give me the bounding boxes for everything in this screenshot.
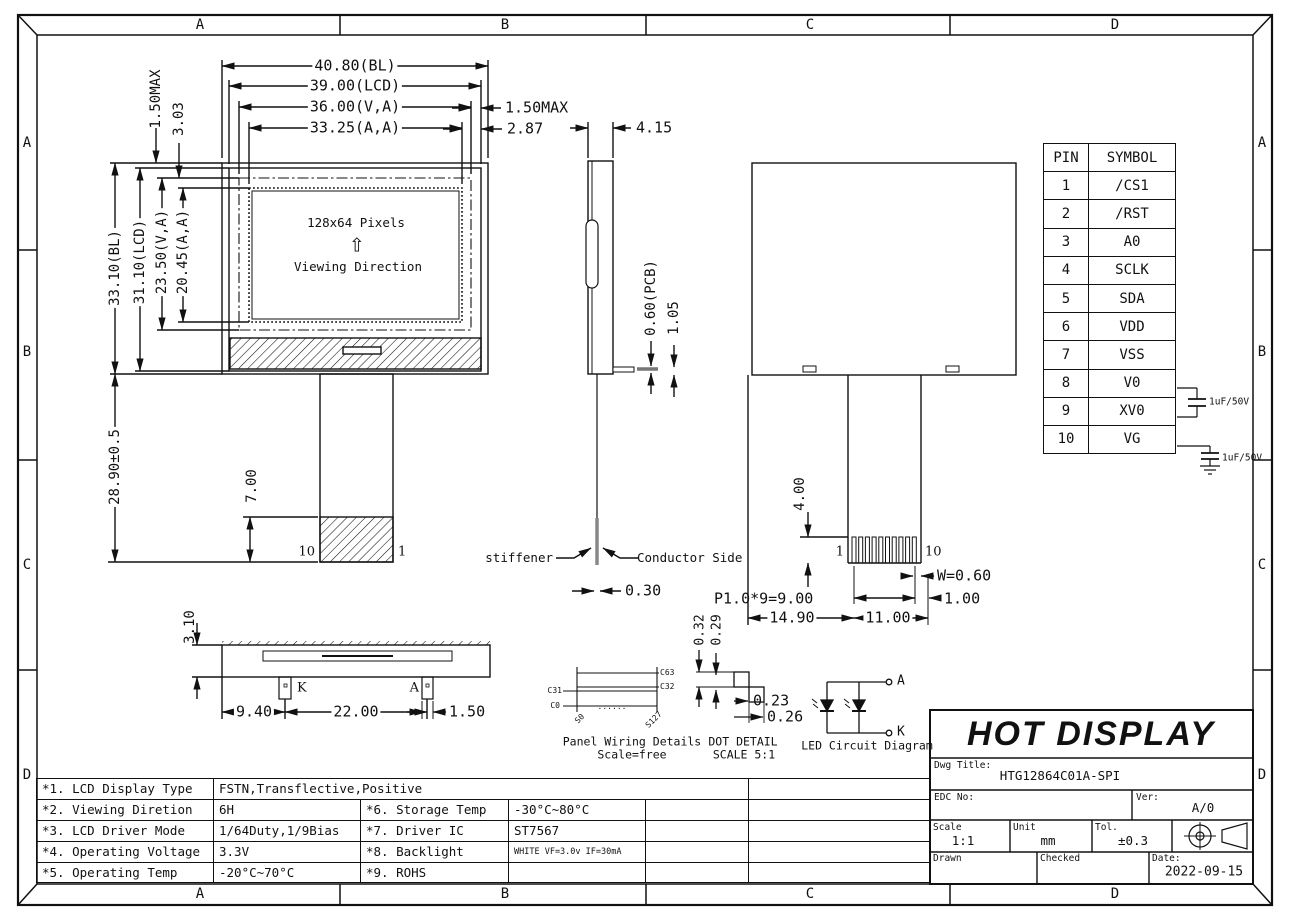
anode-pin-label: A: [409, 680, 419, 696]
dim-total-height: 28.90±0.5: [107, 429, 123, 505]
cathode-pin-label: K: [297, 680, 307, 696]
spec-label: *1. LCD Display Type: [37, 779, 214, 800]
spec-value: ST7567: [509, 820, 646, 841]
dim-lcd-width: 39.00(LCD): [309, 76, 401, 95]
capacitor1-label: 1uF/50V: [1209, 396, 1250, 408]
dim-d1: 14.90: [769, 608, 815, 627]
dot-dim-v2: 0.29: [709, 614, 725, 646]
zone-right-a: A: [1257, 135, 1267, 151]
wiring-s0-label: S0: [573, 712, 587, 726]
dim-fpc-thickness: 0.30: [625, 581, 662, 600]
dim-right-gap2: 2.87: [507, 119, 544, 138]
zone-right-b: B: [1257, 344, 1267, 360]
spec-empty: [749, 779, 931, 800]
dot-detail-linework: [696, 650, 764, 723]
dot-dim-h1: 0.23: [753, 691, 790, 710]
dim-bottom-d3: 1.50: [449, 702, 486, 721]
spec-value: 1/64Duty,1/9Bias: [214, 820, 361, 841]
pin-symbol: SCLK: [1089, 256, 1176, 284]
pin-symbol: VG: [1089, 425, 1176, 453]
pin-number: 3: [1044, 228, 1089, 256]
spec-label: *4. Operating Voltage: [37, 841, 214, 862]
dim-side-thickness: 4.15: [636, 118, 673, 137]
wiring-c31-label: C31: [547, 686, 562, 695]
spec-empty: [646, 841, 749, 862]
spec-label: *7. Driver IC: [361, 820, 509, 841]
led-cathode-label: K: [897, 724, 905, 740]
wiring-c0-label: C0: [550, 701, 560, 710]
spec-value: [509, 862, 646, 883]
spec-empty: [749, 820, 931, 841]
dot-detail-scale: SCALE 5:1: [712, 747, 776, 762]
scale-value: 1:1: [951, 832, 975, 848]
dot-dim-h2: 0.26: [767, 707, 804, 726]
led-anode-label: A: [897, 673, 905, 689]
back-pin10-label: 10: [925, 544, 942, 560]
spec-label: *9. ROHS: [361, 862, 509, 883]
tol-value: ±0.3: [1117, 832, 1149, 848]
drawn-label: Drawn: [933, 853, 962, 864]
pin-number: 1: [1044, 172, 1089, 200]
spec-label: *5. Operating Temp: [37, 862, 214, 883]
dim-bottom-d2: 22.00: [333, 702, 379, 721]
company-logo-text: HOT DISPLAY: [966, 715, 1216, 753]
panel-wiring-scale: Scale=free: [597, 747, 667, 762]
front-tail-pin10: 10: [298, 544, 315, 560]
scale-label: Scale: [933, 822, 962, 833]
spec-label: *3. LCD Driver Mode: [37, 820, 214, 841]
tol-label: Tol.: [1095, 822, 1118, 833]
spec-value: -30°C~80°C: [509, 799, 646, 820]
checked-label: Checked: [1040, 853, 1081, 864]
dot-dim-v1: 0.32: [692, 614, 708, 646]
zone-left-b: B: [22, 344, 32, 360]
spec-empty: [749, 862, 931, 883]
pin-symbol: SDA: [1089, 284, 1176, 312]
zone-top-c: C: [805, 17, 815, 33]
dim-bl-height: 33.10(BL): [107, 230, 123, 306]
spec-value: 3.3V: [214, 841, 361, 862]
capacitor2-label: 1uF/50V: [1222, 452, 1263, 464]
spec-value: FSTN,Transflective,Positive: [214, 779, 749, 800]
back-pin1-label: 1: [835, 544, 844, 560]
dim-aa-height: 20.45(A,A): [175, 209, 191, 295]
pin-number: 8: [1044, 369, 1089, 397]
led-circuit-caption: LED Circuit Diagram: [801, 738, 933, 753]
front-tail-pin1: 1: [398, 544, 407, 560]
dim-one: 1.00: [944, 589, 981, 608]
version-label: Ver:: [1136, 792, 1159, 803]
dim-pcb: 0.60(PCB): [643, 260, 659, 336]
pin-header: PIN: [1044, 144, 1089, 172]
dim-aa-width: 33.25(A,A): [309, 118, 401, 137]
zone-top-a: A: [195, 17, 205, 33]
pin-symbol: A0: [1089, 228, 1176, 256]
back-view-linework: [748, 163, 1016, 625]
dot-detail-caption: DOT DETAIL: [708, 734, 778, 749]
unit-value: mm: [1040, 832, 1056, 848]
dim-tail-hatch: 7.00: [244, 469, 260, 503]
spec-label: *8. Backlight: [361, 841, 509, 862]
spec-label: *6. Storage Temp: [361, 799, 509, 820]
pin-symbol: XV0: [1089, 397, 1176, 425]
dim-va-width: 36.00(V,A): [309, 97, 401, 116]
front-view-linework: [108, 56, 502, 562]
zone-right-d: D: [1257, 767, 1267, 783]
dim-pin-pitch: P1.0*9=9.00: [714, 589, 814, 608]
viewing-direction-text: Viewing Direction: [294, 258, 422, 274]
dim-top-gap2: 3.03: [171, 102, 187, 136]
spec-empty: [749, 799, 931, 820]
zone-top-b: B: [500, 17, 510, 33]
zone-bottom-c: C: [805, 886, 815, 902]
pin-number: 5: [1044, 284, 1089, 312]
zone-bottom-d: D: [1110, 886, 1120, 902]
dim-bottom-height: 3.10: [182, 610, 198, 644]
dim-lcd-height: 31.10(LCD): [132, 219, 148, 305]
zone-top-d: D: [1110, 17, 1120, 33]
zone-bottom-b: B: [500, 886, 510, 902]
pin-number: 9: [1044, 397, 1089, 425]
zone-left-d: D: [22, 767, 32, 783]
wiring-c32-label: C32: [660, 682, 675, 691]
pin-symbol: VSS: [1089, 341, 1176, 369]
dim-pcb-total: 1.05: [666, 301, 682, 335]
pin-number: 4: [1044, 256, 1089, 284]
dwg-title-label: Dwg Title:: [934, 760, 992, 771]
dim-pin-width: W=0.60: [937, 566, 992, 585]
panel-wiring-caption: Panel Wiring Details: [562, 734, 702, 749]
stiffener-label: stiffener: [485, 549, 553, 565]
pin-number: 2: [1044, 200, 1089, 228]
wiring-s127-label: S127: [643, 709, 664, 730]
date-value: 2022-09-15: [1164, 864, 1244, 880]
display-pixels-text: 128x64 Pixels: [307, 214, 405, 230]
wiring-dots: ......: [597, 702, 627, 711]
dim-va-height: 23.50(V,A): [154, 209, 170, 295]
spec-empty: [646, 799, 749, 820]
dim-pin-height: 4.00: [792, 477, 808, 511]
viewing-direction-arrow-icon: ⇧: [349, 234, 365, 257]
pin-table: [1043, 143, 1176, 454]
pin-number: 10: [1044, 425, 1089, 453]
spec-empty: [646, 862, 749, 883]
zone-left-a: A: [22, 135, 32, 151]
spec-label: *2. Viewing Diretion: [37, 799, 214, 820]
dim-bottom-d1: 9.40: [235, 702, 273, 721]
spec-value: 6H: [214, 799, 361, 820]
zone-right-c: C: [1257, 557, 1267, 573]
led-circuit-linework: [812, 679, 892, 736]
zone-bottom-a: A: [195, 886, 205, 902]
dim-bl-width: 40.80(BL): [314, 56, 396, 75]
pin-number: 6: [1044, 313, 1089, 341]
symbol-header: SYMBOL: [1089, 144, 1176, 172]
pin-symbol: /RST: [1089, 200, 1176, 228]
date-label: Date:: [1152, 853, 1181, 864]
pin-symbol: V0: [1089, 369, 1176, 397]
spec-value: WHITE VF=3.0v IF=30mA: [509, 841, 646, 862]
spec-empty: [646, 820, 749, 841]
dim-right-gap1: 1.50MAX: [505, 98, 569, 117]
conductor-side-label: Conductor Side: [637, 549, 743, 565]
dim-d2: 11.00: [865, 608, 911, 627]
spec-table: [36, 778, 931, 883]
spec-value: -20°C~70°C: [214, 862, 361, 883]
spec-empty: [749, 841, 931, 862]
side-view-linework: [556, 118, 674, 591]
pin-symbol: VDD: [1089, 313, 1176, 341]
edc-no-label: EDC No:: [934, 792, 975, 803]
wiring-c63-label: C63: [660, 668, 675, 677]
zone-left-c: C: [22, 557, 32, 573]
version-value: A/0: [1191, 799, 1215, 815]
unit-label: Unit: [1013, 822, 1036, 833]
pin-symbol: /CS1: [1089, 172, 1176, 200]
dwg-title-value: HTG12864C01A-SPI: [999, 767, 1121, 783]
dim-top-gap1: 1.50MAX: [148, 69, 164, 129]
pin-number: 7: [1044, 341, 1089, 369]
